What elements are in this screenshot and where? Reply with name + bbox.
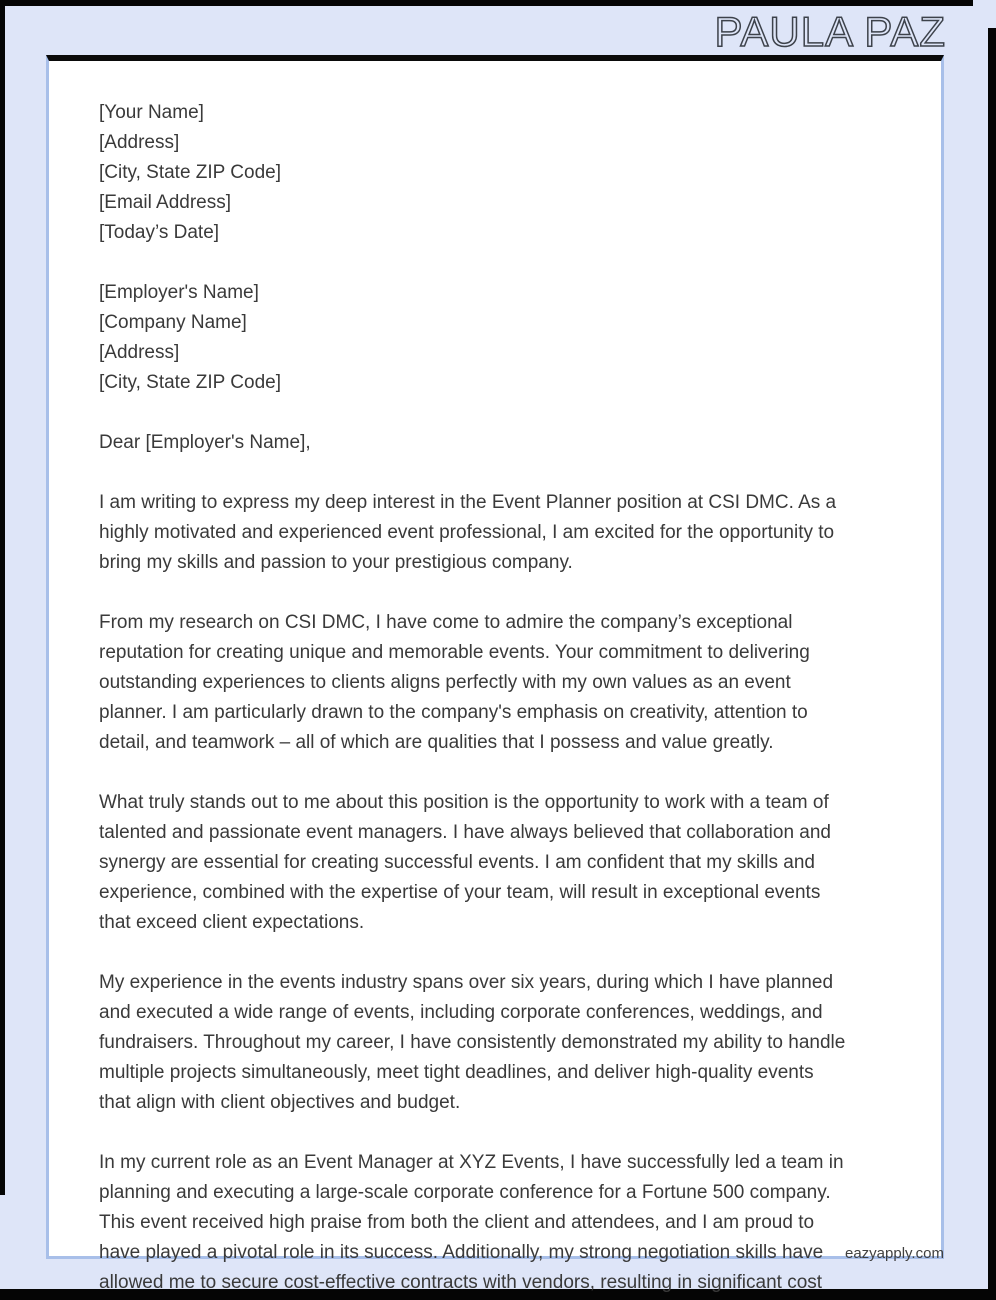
letter-line: planner. I am particularly drawn to the company's emphasis on creativity, attention to [99,702,808,723]
recipient-block [99,278,929,398]
letter-line: highly motivated and experienced event professional, I am excited for the opportunity to [99,522,835,543]
letter-line: and executed a wide range of events, including corporate conferences, weddings, and [99,1002,823,1023]
letter-line: that align with client objectives and budget. [99,1092,461,1113]
letter-line: [City, State ZIP Code] [99,162,281,183]
letter-line: [Address] [99,132,180,153]
letter-line: [Employer's Name] [99,282,259,303]
letter-line: that exceed client expectations. [99,912,365,933]
letter-line: outstanding experiences to clients aligns perfectly with my own values as an event [99,672,791,693]
letter-line: Dear [Employer's Name], [99,432,311,453]
letter-line: fundraisers. Throughout my career, I have consistently demonstrated my ability to handle [99,1032,846,1053]
letter-line: reputation for creating unique and memorable events. Your commitment to delivering [99,642,810,663]
letter-line: planning and executing a large-scale corporate conference for a Fortune 500 company. [99,1182,831,1203]
letter-line: experience, combined with the expertise of your team, will result in exceptional events [99,882,821,903]
paragraph-2 [99,608,929,758]
paragraph-3 [99,788,929,938]
frame-right-bar [988,28,996,1300]
frame-top-bar [0,0,973,6]
letter-line: From my research on CSI DMC, I have come to admire the company’s exceptional [99,612,793,633]
letter-line: [Your Name] [99,102,204,123]
letter-line: In my current role as an Event Manager at XYZ Events, I have successfully led a team in [99,1152,844,1173]
letter-line: My experience in the events industry spans over six years, during which I have planned [99,972,834,993]
letter-line: multiple projects simultaneously, meet tight deadlines, and deliver high-quality events [99,1062,814,1083]
letter-line: [Email Address] [99,192,231,213]
letter-line: talented and passionate event managers. I have always believed that collaboration and [99,822,831,843]
letter-line: [Address] [99,342,180,363]
letter-line: [Company Name] [99,312,247,333]
letter-line: I am writing to express my deep interest in the Event Planner position at CSI DMC. As a [99,492,837,513]
paragraph-5 [99,1148,929,1298]
paragraph-1 [99,488,929,578]
sender-block [99,98,929,248]
watermark: eazyapply.com [845,1245,944,1262]
letter-line: [Today’s Date] [99,222,220,243]
letter-line: bring my skills and passion to your prestigious company. [99,552,573,573]
letter-line: This event received high praise from both the client and attendees, and I am proud to [99,1212,815,1233]
letter-line: [City, State ZIP Code] [99,372,281,393]
letter-line: synergy are essential for creating successful events. I am confident that my skills and [99,852,815,873]
letter-line: allowed me to secure cost-effective contracts with vendors, resulting in significant cost [99,1272,823,1293]
letter-line: What truly stands out to me about this position is the opportunity to work with a team of [99,792,829,813]
letter-line: detail, and teamwork – all of which are qualities that I possess and value greatly. [99,732,774,753]
salutation [99,428,929,458]
letter-content [99,98,929,1300]
frame-left-bar [0,0,5,1195]
paragraph-4 [99,968,929,1118]
letter-line: have played a pivotal role in its success. Additionally, my strong negotiation skills have [99,1242,824,1263]
brand-name: PAULA PAZ [714,8,946,55]
